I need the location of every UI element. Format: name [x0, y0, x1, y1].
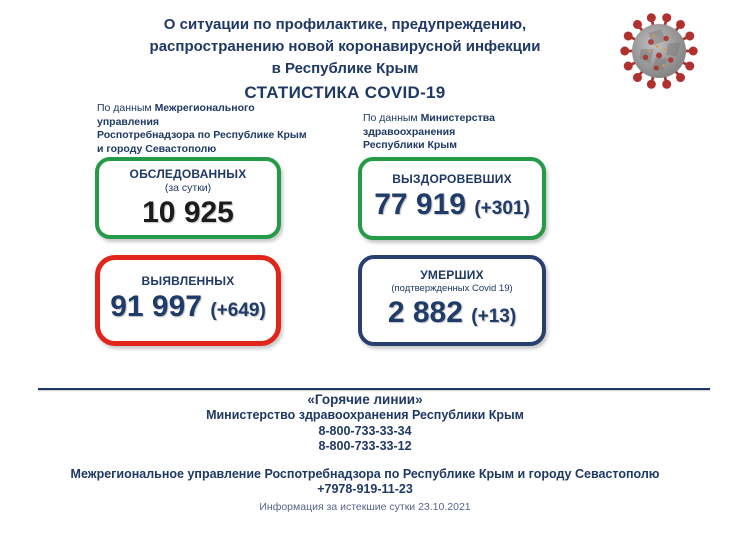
source-left-line3: и городу Севастополю	[97, 142, 217, 155]
stat-label: ВЫЯВЛЕННЫХ	[141, 274, 235, 288]
stat-card-recovered	[358, 157, 546, 240]
hotlines-section	[0, 392, 730, 498]
stat-value	[374, 189, 530, 225]
source-right-line2: Республики Крым	[363, 139, 457, 151]
statistics-subtitle: СТАТИСТИКА COVID-19	[244, 83, 446, 102]
source-note-minzdrav	[363, 112, 588, 153]
source-note-rospotrebnadzor	[97, 102, 312, 156]
stat-value	[110, 291, 266, 327]
page-title	[0, 14, 690, 80]
ministry-name: Министерство здравоохранения Республики Крым	[206, 408, 524, 422]
title-line-2: распространению новой коронавирусной инфекции	[149, 38, 541, 55]
stat-value-delta: (+649)	[210, 300, 266, 321]
coronavirus-icon	[614, 6, 704, 96]
rospotrebnadzor-phone: +7978-919-11-23	[317, 482, 413, 496]
stat-value	[388, 297, 516, 333]
title-line-1: О ситуации по профилактике, предупреждению,	[163, 16, 527, 33]
stat-label: УМЕРШИХ	[420, 268, 484, 282]
rospotrebnadzor-name: Межрегиональное управление Роспотребнадзора по Республике Крым и городу Севастополю	[70, 466, 660, 481]
stat-label: ВЫЗДОРОВЕВШИХ	[392, 172, 512, 186]
stat-value-main: 2 882	[387, 296, 463, 329]
stat-value-main: 91 997	[110, 290, 202, 323]
stat-card-examined	[95, 157, 281, 239]
ministry-phone-1: 8-800-733-33-34	[318, 423, 412, 438]
stat-sublabel: (подтвержденных Covid 19)	[391, 283, 513, 294]
source-right-line1: Министерства здравоохранения	[363, 112, 495, 138]
stat-card-deceased	[358, 255, 546, 346]
source-left-prefix: По данным	[97, 102, 155, 114]
stat-value-main: 77 919	[374, 188, 466, 221]
report-date-note: Информация за истекшие сутки 23.10.2021	[259, 501, 471, 513]
stat-value-delta: (+301)	[474, 198, 530, 219]
stat-card-detected	[95, 255, 281, 346]
stat-label: ОБСЛЕДОВАННЫХ	[129, 167, 247, 181]
title-line-3: в Республике Крым	[271, 60, 419, 77]
source-left-line1: Межрегионального управления	[97, 102, 255, 128]
section-divider	[38, 388, 710, 390]
stat-value: 10 925	[142, 196, 234, 229]
stat-value-delta: (+13)	[471, 306, 517, 327]
source-right-prefix: По данным	[363, 112, 421, 124]
ministry-phone-2: 8-800-733-33-12	[318, 439, 412, 453]
hotlines-heading: «Горячие линии»	[307, 392, 423, 407]
source-left-line2: Роспотребнадзора по Республике Крым	[97, 129, 307, 141]
stat-sublabel: (за сутки)	[164, 182, 212, 194]
